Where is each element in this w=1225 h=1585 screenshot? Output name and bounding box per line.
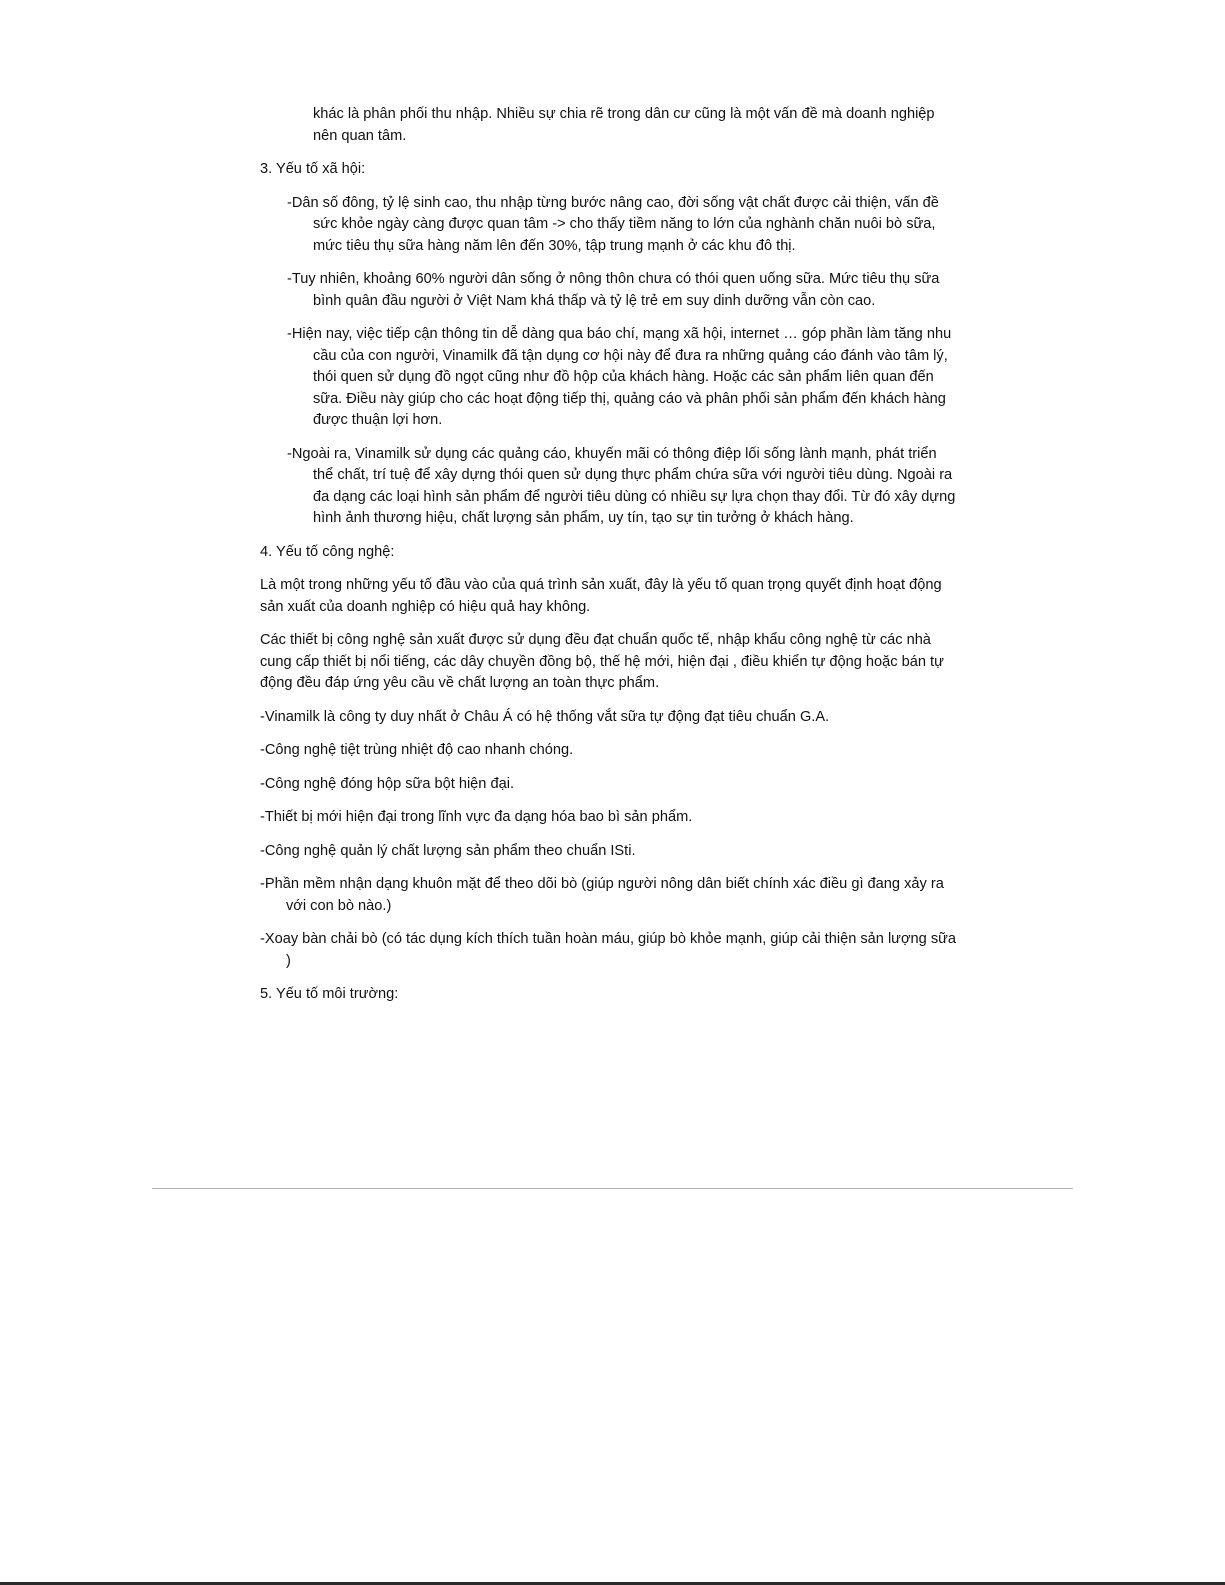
technology-bullet-canning: -Công nghệ đóng hộp sữa bột hiện đại. bbox=[260, 775, 515, 792]
technology-equipment: Các thiết bị công nghệ sản xuất được sử dụng đều đạt chuẩn quốc tế, nhập khẩu công nghệ từ các nhà cung cấp thiết bị nổi tiếng, các dây chuyền đồng bộ, thế hệ mới, hiện đại , điều khiển tự động hoặc bán tự động đều đáp ứng yêu cầu về chất lượng an toàn thực phẩm. bbox=[260, 632, 944, 691]
section-heading-social: 3. Yếu tố xã hội: bbox=[260, 161, 366, 177]
technology-bullet-face-recognition: -Phần mềm nhận dạng khuôn mặt để theo dõi bò (giúp người nông dân biết chính xác điều gì đang xảy ra với con bò nào.) bbox=[260, 876, 944, 914]
social-bullet-population: -Dân số đông, tỷ lệ sinh cao, thu nhập từng bước nâng cao, đời sống vật chất được cải thiện, vấn đề sức khỏe ngày càng được quan tâm -> cho thấy tiềm năng to lớn của nghành chăn nuôi bò sữa, mức tiêu thụ sữa hàng năm lên đến 30%, tập trung mạnh ở các khu đô thị. bbox=[287, 194, 939, 254]
page-divider bbox=[152, 1188, 1073, 1189]
technology-bullet-quality: -Công nghệ quản lý chất lượng sản phẩm theo chuẩn ISti. bbox=[260, 842, 636, 859]
section-heading-environment: 5. Yếu tố môi trường: bbox=[260, 986, 399, 1002]
technology-bullet-milking: -Vinamilk là công ty duy nhất ở Châu Á có hệ thống vắt sữa tự động đạt tiêu chuẩn G.A. bbox=[260, 708, 830, 725]
paragraph-continuation: khác là phân phối thu nhập. Nhiều sự chia rẽ trong dân cư cũng là một vấn đề mà doanh nghiệp nên quan tâm. bbox=[313, 106, 935, 144]
technology-bullet-brush: -Xoay bàn chải bò (có tác dụng kích thích tuần hoàn máu, giúp bò khỏe mạnh, giúp cải thiện sản lượng sữa ) bbox=[260, 931, 956, 969]
technology-bullet-sterilization: -Công nghệ tiệt trùng nhiệt độ cao nhanh chóng. bbox=[260, 742, 574, 758]
technology-bullet-packaging: -Thiết bị mới hiện đại trong lĩnh vực đa dạng hóa bao bì sản phẩm. bbox=[260, 809, 693, 825]
technology-intro: Là một trong những yếu tố đầu vào của quá trình sản xuất, đây là yếu tố quan trọng quyết định hoạt động sản xuất của doanh nghiệp có hiệu quả hay không. bbox=[260, 577, 942, 615]
social-bullet-advertising: -Ngoài ra, Vinamilk sử dụng các quảng cáo, khuyến mãi có thông điệp lối sống lành mạnh, phát triển thể chất, trí tuệ để xây dựng thói quen sử dụng thực phẩm chứa sữa với người tiêu dùng. Ngoài ra đa dạng các loại hình sản phẩm để người tiêu dùng có nhiều sự lựa chọn thay đổi. Từ đó xây dựng hình ảnh thương hiệu, chất lượng sản phẩm, uy tín, tạo sự tin tưởng ở khách hàng. bbox=[287, 445, 956, 526]
social-bullet-rural: -Tuy nhiên, khoảng 60% người dân sống ở nông thôn chưa có thói quen uống sữa. Mức tiêu thụ sữa bình quân đầu người ở Việt Nam khá thấp và tỷ lệ trẻ em suy dinh dưỡng vẫn còn cao. bbox=[287, 271, 940, 309]
document-body bbox=[260, 104, 960, 1018]
social-bullet-media: -Hiện nay, việc tiếp cận thông tin dễ dàng qua báo chí, mạng xã hội, internet … góp phần làm tăng nhu cầu của con người, Vinamilk đã tận dụng cơ hội này để đưa ra những quảng cáo đánh vào tâm lý, thói quen sử dụng đồ ngọt cũng như đồ hộp của khách hàng. Hoặc các sản phẩm liên quan đến sữa. Điều này giúp cho các hoạt động tiếp thị, quảng cáo và phân phối sản phẩm đến khách hàng được thuận lợi hơn. bbox=[287, 326, 952, 428]
section-heading-technology: 4. Yếu tố công nghệ: bbox=[260, 543, 395, 560]
